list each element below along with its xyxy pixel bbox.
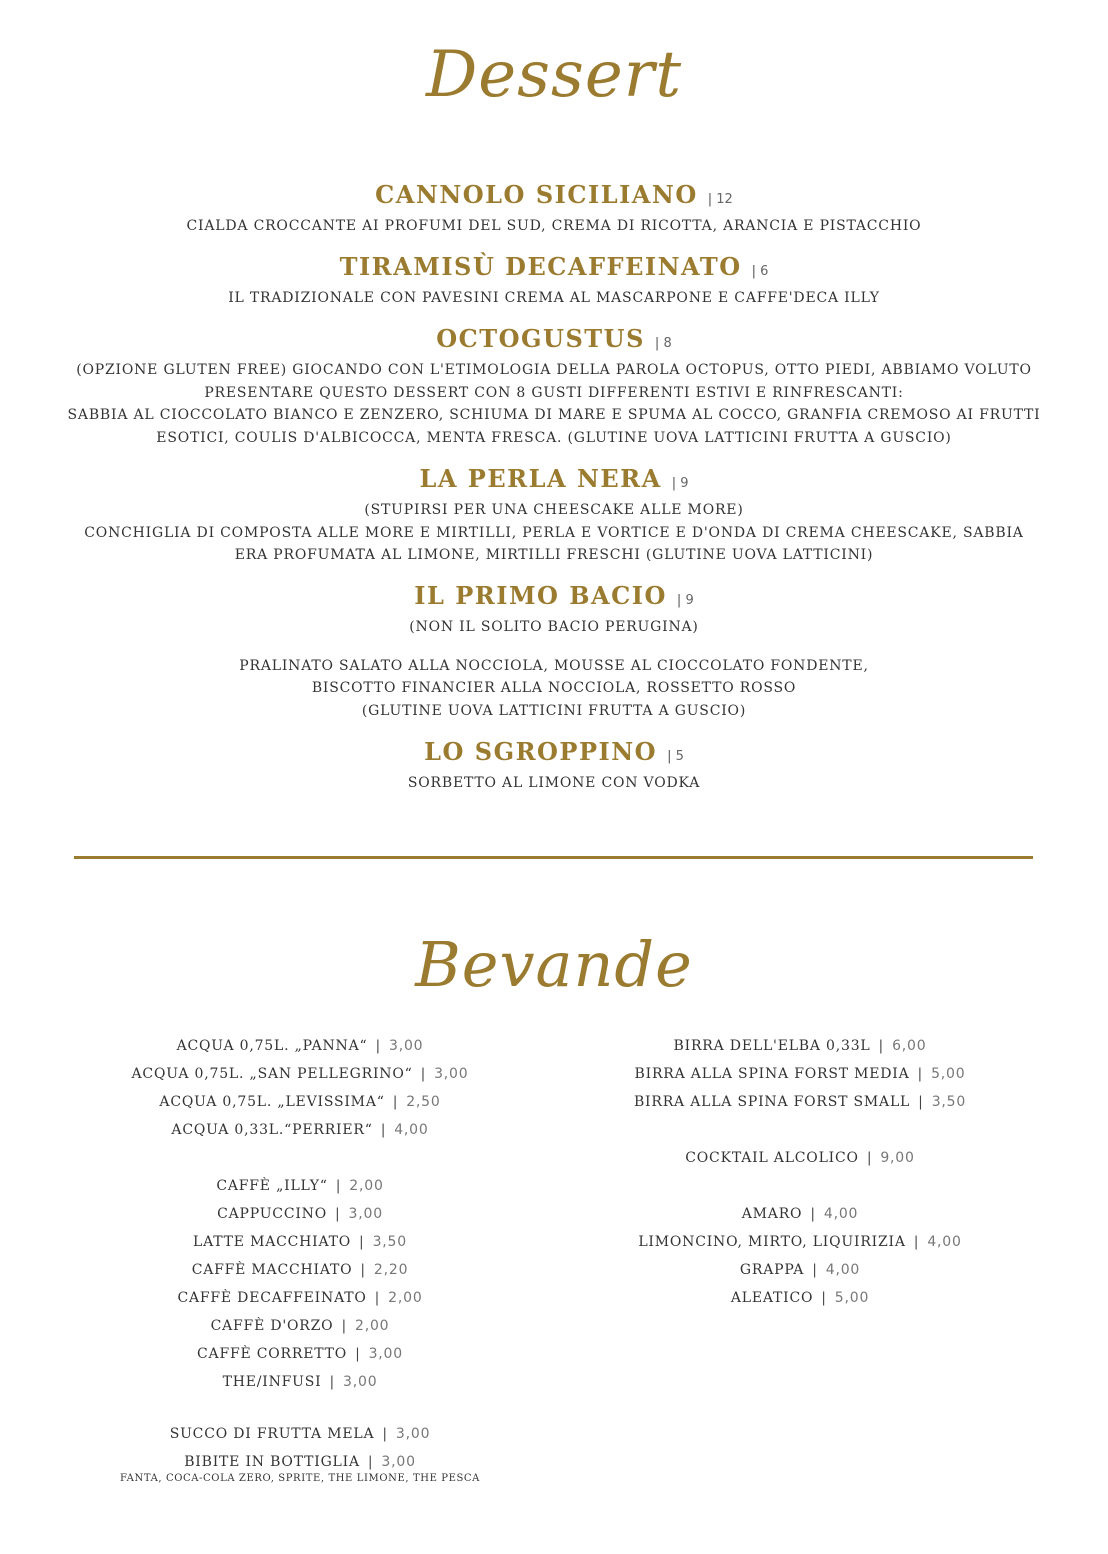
dish-description-line: (STUPIRSI PER UNA CHEESCAKE ALLE MORE) [364, 502, 744, 518]
dish-description: IL TRADIZIONALE CON PAVESINI CREMA AL MASCARPONE E CAFFE'DECA ILLY [228, 290, 880, 306]
dish-tiramisu [0, 252, 1108, 310]
dish-price: | 5 [667, 749, 684, 764]
beverage-name: ACQUA 0,75L. „LEVISSIMA“ [159, 1094, 385, 1110]
dish-name: OCTOGUSTUS [436, 324, 645, 353]
beverage-price: 3,50 [372, 1234, 407, 1250]
dish-price: | 9 [677, 593, 694, 608]
beverage-row: CAFFÈ DECAFFEINATO | 2,00 [177, 1290, 423, 1306]
beverage-name: CAPPUCCINO [217, 1206, 327, 1222]
dish-subtitle: (NON IL SOLITO BACIO PERUGINA) [409, 619, 699, 635]
dish-description-line: ERA PROFUMATA AL LIMONE, MIRTILLI FRESCHI (GLUTINE UOVA LATTICINI) [234, 547, 874, 563]
beverage-price: 4,00 [394, 1122, 429, 1138]
beverage-row: SUCCO DI FRUTTA MELA | 3,00 [169, 1426, 431, 1442]
beverage-row: ACQUA 0,75L. „PANNA“ | 3,00 [176, 1038, 424, 1054]
beverage-row: CAFFÈ MACCHIATO | 2,20 [191, 1262, 409, 1278]
beverage-price: 9,00 [880, 1150, 915, 1166]
beverage-price: 3,00 [368, 1346, 403, 1362]
dish-description-line: (OPZIONE GLUTEN FREE) GIOCANDO CON L'ETIMOLOGIA DELLA PAROLA OCTOPUS, OTTO PIEDI, ABBIAMO VOLUTO [76, 362, 1032, 378]
dish-octogustus [0, 324, 1108, 449]
beverage-row: GRAPPA | 4,00 [739, 1262, 861, 1278]
beverage-row: ACQUA 0,75L. „LEVISSIMA“ | 2,50 [159, 1094, 441, 1110]
beverage-price: 3,00 [381, 1454, 416, 1470]
beverage-name: AMARO [741, 1206, 803, 1222]
beverage-row: LIMONCINO, MIRTO, LIQUIRIZIA | 4,00 [638, 1234, 962, 1250]
beverage-row: BIRRA DELL'ELBA 0,33L | 6,00 [673, 1038, 927, 1054]
beverage-row: ACQUA 0,75L. „SAN PELLEGRINO“ | 3,00 [131, 1066, 469, 1082]
beverage-name: LIMONCINO, MIRTO, LIQUIRIZIA [638, 1234, 906, 1250]
dish-perla-nera [0, 464, 1108, 567]
beverage-name: LATTE MACCHIATO [193, 1234, 352, 1250]
dish-sgroppino [0, 737, 1108, 795]
beverage-row: BIBITE IN BOTTIGLIA | 3,00 [184, 1454, 416, 1470]
beverage-row: BIRRA ALLA SPINA FORST MEDIA | 5,00 [634, 1066, 966, 1082]
dish-description-line: SABBIA AL CIOCCOLATO BIANCO E ZENZERO, SCHIUMA DI MARE E SPUMA AL COCCO, GRANFIA CREMOSO AI FRUTTI [67, 407, 1041, 423]
dish-description-line: CONCHIGLIA DI COMPOSTA ALLE MORE E MIRTILLI, PERLA E VORTICE E D'ONDA DI CREMA CHEESCAKE, SABBIA [84, 524, 1024, 541]
beverage-row: LATTE MACCHIATO | 3,50 [193, 1234, 407, 1250]
dish-price: | 6 [752, 264, 769, 279]
dish-name: IL PRIMO BACIO [414, 581, 667, 610]
beverage-price: 4,00 [823, 1206, 859, 1222]
beverage-price: 2,00 [388, 1290, 423, 1306]
beverage-name: ACQUA 0,33L.“PERRIER“ [171, 1122, 373, 1138]
dish-description-line: (GLUTINE UOVA LATTICINI FRUTTA A GUSCIO) [361, 702, 747, 719]
beverage-row: AMARO | 4,00 [741, 1206, 859, 1222]
beverage-name: CAFFÈ MACCHIATO [191, 1262, 353, 1278]
beverage-row: COCKTAIL ALCOLICO | 9,00 [685, 1150, 915, 1166]
beverage-price: 2,20 [373, 1262, 409, 1278]
beverage-name: BIRRA ALLA SPINA FORST MEDIA [634, 1066, 910, 1082]
beverage-row: BIRRA ALLA SPINA FORST SMALL | 3,50 [633, 1094, 967, 1110]
beverage-price: 6,00 [892, 1038, 927, 1054]
dish-price: | 12 [708, 192, 733, 207]
beverage-name: BIRRA ALLA SPINA FORST SMALL [633, 1094, 911, 1110]
beverage-row: CAFFÈ „ILLY“ | 2,00 [216, 1178, 384, 1194]
dish-description-line: PRALINATO SALATO ALLA NOCCIOLA, MOUSSE AL CIOCCOLATO FONDENTE, [239, 657, 869, 674]
beverage-price: 3,00 [343, 1374, 378, 1390]
beverage-price: 3,00 [434, 1066, 469, 1082]
beverage-row: ALEATICO | 5,00 [730, 1290, 870, 1306]
dish-description-line: BISCOTTO FINANCIER ALLA NOCCIOLA, ROSSETTO ROSSO [311, 680, 797, 696]
beverage-price: 3,00 [348, 1206, 383, 1222]
beverage-row: CAPPUCCINO | 3,00 [217, 1206, 383, 1222]
dish-name: TIRAMISÙ DECAFFEINATO [339, 252, 742, 281]
beverages-left-column [40, 1034, 560, 1486]
dish-description: CIALDA CROCCANTE AI PROFUMI DEL SUD, CREMA DI RICOTTA, ARANCIA E PISTACCHIO [186, 218, 922, 234]
beverage-name: CAFFÈ D'ORZO [210, 1318, 334, 1334]
beverage-name: BIBITE IN BOTTIGLIA [184, 1454, 360, 1470]
beverage-name: ACQUA 0,75L. „PANNA“ [176, 1038, 368, 1054]
dish-name: LA PERLA NERA [419, 464, 662, 493]
bibite-note: FANTA, COCA-COLA ZERO, SPRITE, THE LIMONE, THE PESCA [120, 1473, 480, 1484]
beverage-row: THE/INFUSI | 3,00 [222, 1374, 378, 1390]
dish-description-line: PRESENTARE QUESTO DESSERT CON 8 GUSTI DIFFERENTI ESTIVI E RINFRESCANTI: [204, 384, 904, 401]
dish-cannolo [0, 180, 1108, 238]
beverage-price: 4,00 [825, 1262, 861, 1278]
beverage-price: 4,00 [927, 1234, 962, 1250]
dish-price: | 9 [672, 476, 689, 491]
dish-primo-bacio [0, 581, 1108, 722]
beverage-name: ACQUA 0,75L. „SAN PELLEGRINO“ [131, 1066, 413, 1082]
beverages-right-column [540, 1034, 1060, 1314]
beverage-price: 5,00 [834, 1290, 870, 1306]
beverage-name: SUCCO DI FRUTTA MELA [169, 1426, 375, 1442]
beverage-row: CAFFÈ D'ORZO | 2,00 [210, 1318, 390, 1334]
beverage-name: CAFFÈ DECAFFEINATO [177, 1290, 367, 1306]
beverage-price: 5,00 [931, 1066, 966, 1082]
beverage-row: CAFFÈ CORRETTO | 3,00 [197, 1346, 403, 1362]
beverage-name: CAFFÈ „ILLY“ [216, 1178, 328, 1194]
beverage-row: ACQUA 0,33L.“PERRIER“ | 4,00 [171, 1122, 429, 1138]
dessert-title: Dessert [425, 38, 683, 112]
beverage-price: 3,00 [395, 1426, 431, 1442]
beverage-name: GRAPPA [739, 1262, 805, 1278]
dish-description: SORBETTO AL LIMONE CON VODKA [407, 775, 701, 791]
beverage-price: 3,50 [931, 1094, 967, 1110]
beverage-price: 2,50 [406, 1094, 441, 1110]
beverage-name: BIRRA DELL'ELBA 0,33L [673, 1038, 871, 1054]
beverage-name: COCKTAIL ALCOLICO [685, 1150, 859, 1166]
beverage-price: 2,00 [354, 1318, 390, 1334]
beverage-name: CAFFÈ CORRETTO [197, 1346, 348, 1362]
beverage-price: 3,00 [389, 1038, 424, 1054]
bevande-title: Bevande [415, 928, 693, 1001]
dish-price: | 8 [655, 336, 672, 351]
dish-name: CANNOLO SICILIANO [375, 180, 698, 209]
beverage-name: ALEATICO [730, 1290, 814, 1306]
dish-name: LO SGROPPINO [424, 737, 658, 766]
section-divider [74, 856, 1033, 859]
beverage-price: 2,00 [349, 1178, 384, 1194]
dish-description-line: ESOTICI, COULIS D'ALBICOCCA, MENTA FRESCA. (GLUTINE UOVA LATTICINI FRUTTA A GUSCIO) [156, 429, 952, 446]
beverage-name: THE/INFUSI [222, 1374, 322, 1390]
